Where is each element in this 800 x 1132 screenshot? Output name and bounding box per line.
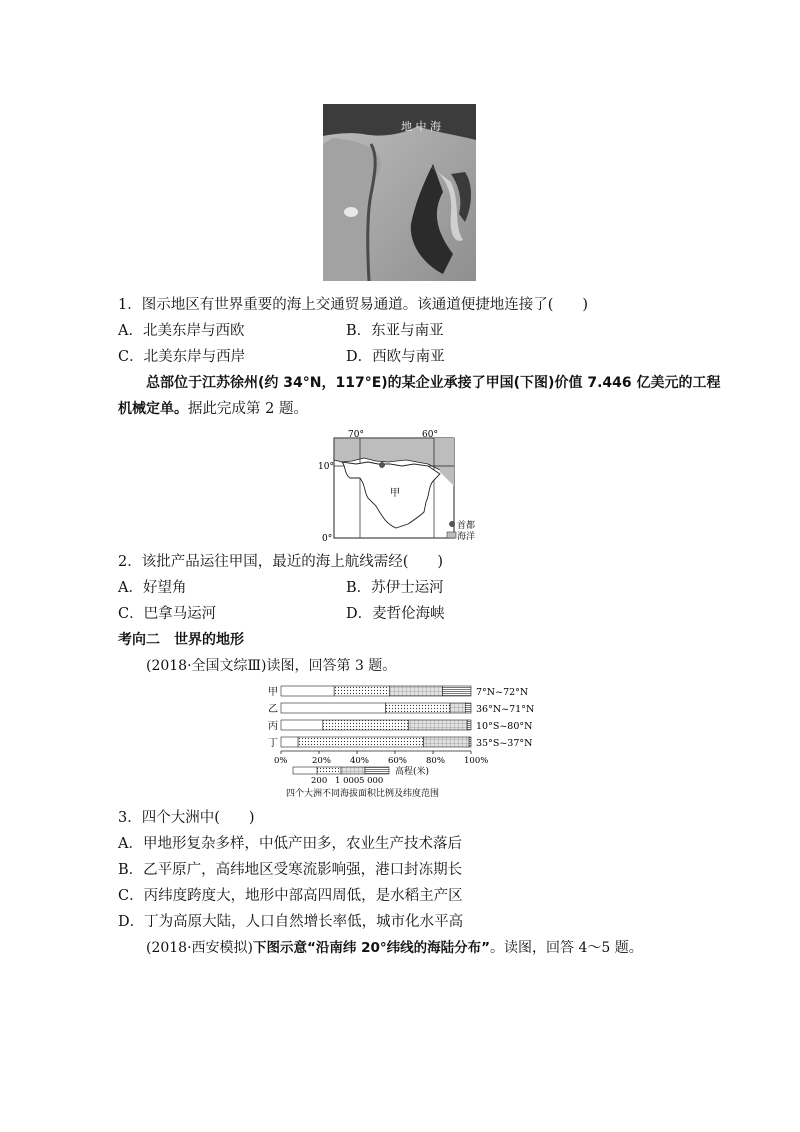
x-tick-label-4: 80% xyxy=(426,756,445,766)
passage4-suffix: 。读图，回答 4～5 题。 xyxy=(490,940,643,956)
bar-0-2 xyxy=(389,686,442,696)
legend-unit: 高程(米) xyxy=(395,767,430,777)
bar-1-0 xyxy=(281,703,386,713)
q1-option-b[interactable]: B．东亚与南亚 xyxy=(346,323,444,339)
bar-2-2 xyxy=(408,720,467,730)
legend-swatch-2 xyxy=(365,767,389,774)
latitude-label-0: 7°N~72°N xyxy=(476,687,529,698)
q3-option-d[interactable]: D．丁为高原大陆，人口自然增长率低，城市化水平高 xyxy=(118,914,464,930)
x-tick-label-5: 100% xyxy=(464,756,489,766)
q2-option-d[interactable]: D．麦哲伦海峡 xyxy=(346,606,445,622)
bar-0-0 xyxy=(281,686,334,696)
x-tick-label-1: 20% xyxy=(312,756,331,766)
legend-label-2: 5 000 xyxy=(359,776,384,786)
bar-3-1 xyxy=(298,737,423,747)
category-label-1: 乙 xyxy=(268,704,278,715)
legend-swatch-0 xyxy=(317,767,341,774)
passage4 xyxy=(146,938,643,958)
x-tick-label-0: 0% xyxy=(274,756,288,766)
bar-2-1 xyxy=(323,720,409,730)
passage4-bold: 下图示意“沿南纬 20°纬线的海陆分布” xyxy=(253,940,490,956)
bar-3-0 xyxy=(281,737,298,747)
passage3: (2018·全国文综Ⅲ)读图，回答第 3 题。 xyxy=(146,658,397,674)
passage2-line2 xyxy=(118,399,308,419)
bar-2-0 xyxy=(281,720,323,730)
legend-capital: 首都 xyxy=(457,521,476,531)
satellite-image xyxy=(323,104,476,281)
ocean-legend-swatch xyxy=(447,532,456,538)
capital-legend-icon xyxy=(449,521,454,526)
legend-swatch-1 xyxy=(341,767,365,774)
q1-option-a[interactable]: A．北美东岸与西欧 xyxy=(118,323,245,339)
bar-3-2 xyxy=(424,737,470,747)
passage2-bold: 机械定单。 xyxy=(118,401,188,417)
q1-stem: 1．图示地区有世界重要的海上交通贸易通道。该通道便捷地连接了( ) xyxy=(118,297,589,313)
legend-label-1: 1 000 xyxy=(335,776,360,786)
elevation-chart xyxy=(262,683,552,799)
category-label-0: 甲 xyxy=(268,687,278,698)
q2-option-a[interactable]: A．好望角 xyxy=(118,580,187,596)
q3-stem: 3．四个大洲中( ) xyxy=(118,810,255,826)
bar-1-2 xyxy=(450,703,465,713)
bar-1-3 xyxy=(465,703,471,713)
category-label-2: 丙 xyxy=(268,721,278,732)
q1-option-d[interactable]: D．西欧与南亚 xyxy=(346,349,445,365)
category-label-3: 丁 xyxy=(268,738,278,749)
chart-title: 四个大洲不同海拔面积比例及纬度范围 xyxy=(286,789,440,799)
q1-option-c[interactable]: C．北美东岸与西岸 xyxy=(118,349,246,365)
passage4-prefix: (2018·西安模拟) xyxy=(146,940,254,956)
passage2-line1: 总部位于江苏徐州(约 34°N，117°E)的某企业承接了甲国(下图)价值 7.446 亿美元的工程 xyxy=(146,375,721,391)
section-title: 考向二 世界的地形 xyxy=(118,632,244,648)
bar-2-3 xyxy=(467,720,471,730)
bar-1-1 xyxy=(386,703,451,713)
bar-3-3 xyxy=(469,737,471,747)
latitude-label-2: 10°S~80°N xyxy=(476,721,533,732)
lat-label-10: 10° xyxy=(318,462,334,472)
q2-option-c[interactable]: C．巴拿马运河 xyxy=(118,606,217,622)
q3-option-c[interactable]: C．丙纬度跨度大，地形中部高四周低，是水稻主产区 xyxy=(118,888,463,904)
bar-0-1 xyxy=(334,686,389,696)
x-tick-label-2: 40% xyxy=(350,756,369,766)
sea-label: 地 中 海 xyxy=(401,120,441,133)
bar-0-3 xyxy=(443,686,472,696)
country-map xyxy=(316,428,488,548)
legend-label-0: 200 xyxy=(311,776,328,786)
q2-stem: 2．该批产品运往甲国，最近的海上航线需经( ) xyxy=(118,554,444,570)
lon-label-70: 70° xyxy=(348,430,364,440)
country-label: 甲 xyxy=(390,488,400,499)
passage2-rest: 据此完成第 2 题。 xyxy=(188,401,308,417)
latitude-label-1: 36°N~71°N xyxy=(476,704,535,715)
legend-swatch-low xyxy=(293,767,317,774)
x-tick-label-3: 60% xyxy=(388,756,407,766)
q3-option-a[interactable]: A．甲地形复杂多样，中低产田多，农业生产技术落后 xyxy=(118,836,462,852)
q2-option-b[interactable]: B．苏伊士运河 xyxy=(346,580,444,596)
lat-label-0: 0° xyxy=(322,534,333,544)
latitude-label-3: 35°S~37°N xyxy=(476,738,533,749)
lon-label-60: 60° xyxy=(422,430,438,440)
q3-option-b[interactable]: B．乙平原广，高纬地区受寒流影响强，港口封冻期长 xyxy=(118,862,463,878)
legend-ocean: 海洋 xyxy=(457,532,476,542)
